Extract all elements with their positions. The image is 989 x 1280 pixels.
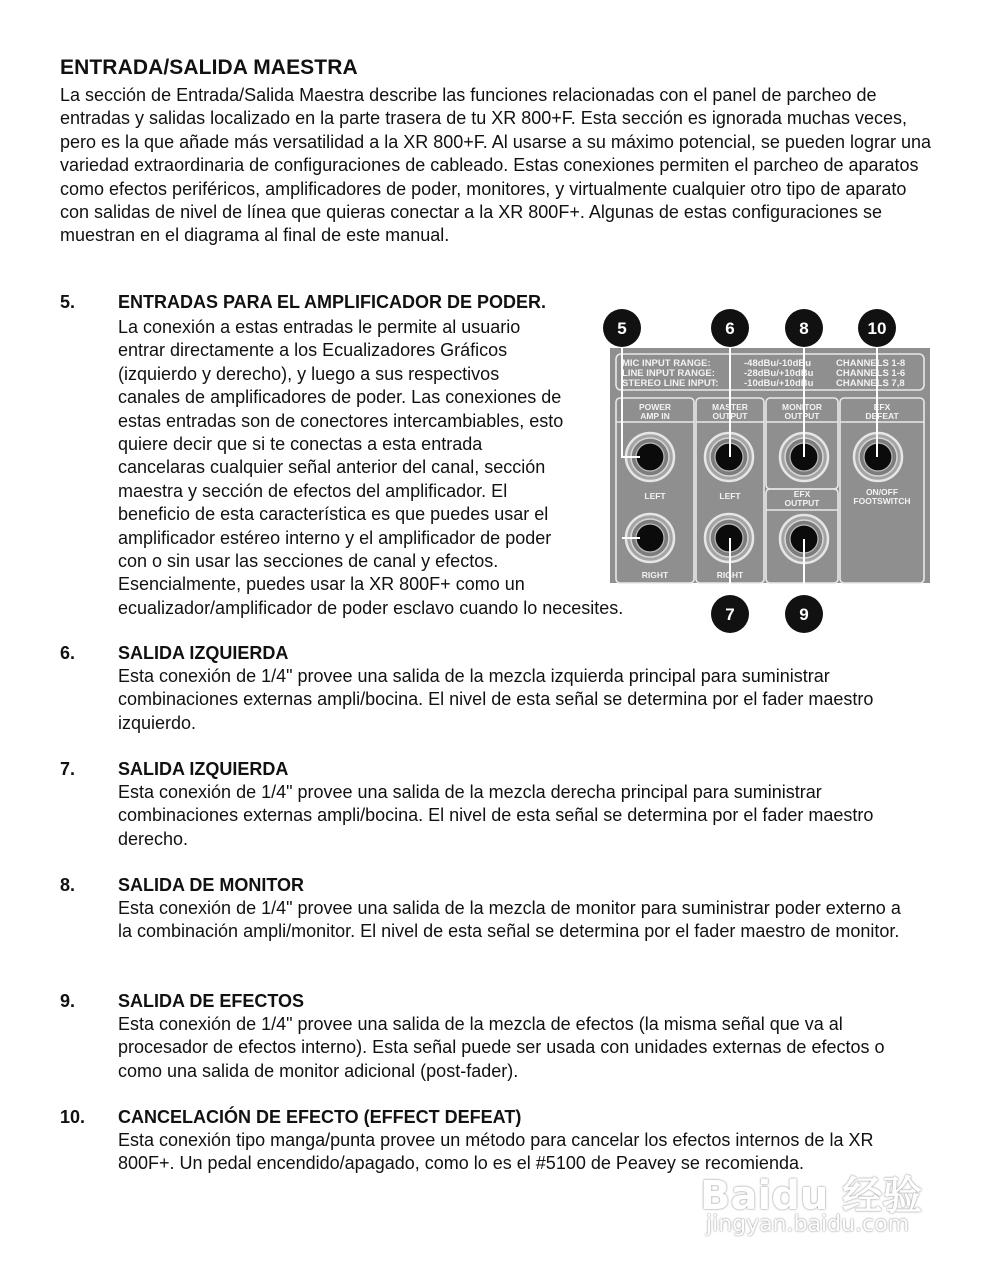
intro-paragraph: La sección de Entrada/Salida Maestra describe las funciones relacionadas con el panel de parcheo de entradas y salidas localizado en la parte trasera de tu XR 800+F. Esta sección es ignorada muchas veces, pero es la que añade más versatilidad a la XR 800+F. Al usarse a su máximo potencial, se pueden lograr una variedad extraordinaria de configuraciones de cableado. Estas conexiones permiten el parcheo de aparatos como efectos periféricos, amplificadores de poder, monitores, y virtualmente cualquier otro tipo de aparato con salidas de nivel de línea que quieras conectar a la XR 800F+. Algunas de estas configuraciones se muestran en el diagrama al final de este manual. xyxy=(60,85,932,246)
label-efx-output-2: OUTPUT xyxy=(784,498,820,508)
callout-8 xyxy=(785,309,823,347)
header-master-line1: MASTER xyxy=(712,402,748,412)
range-row-1-label: MIC INPUT RANGE: xyxy=(622,358,711,369)
rear-panel-diagram xyxy=(596,306,936,636)
svg-text:10: 10 xyxy=(867,319,887,338)
header-power-line1: POWER xyxy=(638,402,672,412)
header-efx-line1: EFX xyxy=(873,402,891,412)
svg-text:8: 8 xyxy=(799,319,809,338)
label-footswitch-2: FOOTSWITCH xyxy=(853,496,911,506)
range-row-3-value: -10dBu/+10dBu xyxy=(744,378,814,389)
label-efx-output-1: EFX xyxy=(793,489,811,499)
section-7-title: SALIDA IZQUIERDA xyxy=(118,759,289,779)
callout-5 xyxy=(603,309,641,347)
range-row-2-channels: CHANNELS 1-6 xyxy=(836,368,906,379)
callout-7 xyxy=(711,595,749,633)
section-6-title: SALIDA IZQUIERDA xyxy=(118,643,289,663)
section-10-number: 10. xyxy=(60,1107,86,1127)
section-9-number: 9. xyxy=(60,991,76,1011)
callout-9 xyxy=(785,595,823,633)
rear-panel-svg xyxy=(596,306,936,636)
section-5-body: La conexión a estas entradas le permite al usuario entrar directamente a los Ecualizadores Gráficos (izquierdo y derecho), y luego a sus respectivos canales de amplificadores de poder. Las conexiones de estas entradas son de conectores intercambiables, esto quiere decir que si te conectas a esta entrada cancelaras cualquier señal anterior del canal, sección maestra y sección de efectos del amplificador. El beneficio de esta característica es que puedes usar el amplificador estéreo interno y el amplificador de poder con o sin usar las secciones de canal y efectos. Esencialmente, puedes usar la XR 800F+ como un ecualizador/amplificador de poder esclavo cuando lo necesites. xyxy=(118,317,624,618)
page-title: ENTRADA/SALIDA MAESTRA xyxy=(60,56,358,79)
callout-6 xyxy=(711,309,749,347)
label-power-left: LEFT xyxy=(644,491,666,501)
svg-text:9: 9 xyxy=(799,605,809,624)
section-9-body: Esta conexión de 1/4" provee una salida de la mezcla de efectos (la misma señal que va al procesador de efectos interno). Esta señal puede ser usada con unidades externas de efectos o como una salida de monitor adicional (post-fader). xyxy=(118,1014,885,1081)
svg-text:7: 7 xyxy=(725,605,735,624)
range-row-3-label: STEREO LINE INPUT: xyxy=(622,378,719,389)
range-row-1-channels: CHANNELS 1-8 xyxy=(836,358,906,369)
section-10-body: Esta conexión tipo manga/punta provee un método para cancelar los efectos internos de la XR 800F+. Un pedal encendido/apagado, como lo es el #5100 de Peavey se recomienda. xyxy=(118,1130,874,1174)
section-8-body: Esta conexión de 1/4" provee una salida de la mezcla de monitor para suministrar poder externo a la combinación ampli/monitor. El nivel de esta señal se determina por el fader maestro de monitor. xyxy=(118,898,901,942)
section-10-title: CANCELACIÓN DE EFECTO (EFFECT DEFEAT) xyxy=(118,1107,522,1127)
header-power-line2: AMP IN xyxy=(640,411,670,421)
section-8-title: SALIDA DE MONITOR xyxy=(118,875,305,895)
callout-10 xyxy=(858,309,896,347)
section-8-number: 8. xyxy=(60,875,76,895)
label-power-right: RIGHT xyxy=(641,570,669,580)
section-6-number: 6. xyxy=(60,643,76,663)
header-monitor-line1: MONITOR xyxy=(782,402,822,412)
svg-text:6: 6 xyxy=(725,319,735,338)
label-footswitch-1: ON/OFF xyxy=(865,487,899,497)
range-row-2-value: -28dBu/+10dBu xyxy=(744,368,814,379)
section-7-number: 7. xyxy=(60,759,76,779)
section-5-number: 5. xyxy=(60,292,76,312)
section-6-body: Esta conexión de 1/4" provee una salida de la mezcla izquierda principal para suministrar combinaciones externas ampli/bocina. El nivel de esta señal se determina por el fader maestro izquierdo. xyxy=(118,666,874,733)
watermark-url: jingyan.baidu.com xyxy=(706,1212,910,1237)
range-row-1-value: -48dBu/-10dBu xyxy=(744,358,812,369)
range-row-2-label: LINE INPUT RANGE: xyxy=(622,368,715,379)
watermark-logo: Baidu 经验 xyxy=(700,1173,923,1219)
section-7-body: Esta conexión de 1/4" provee una salida de la mezcla derecha principal para suministrar combinaciones externas ampli/bocina. El nivel de esta señal se determina por el fader maestro derecho. xyxy=(118,782,874,849)
header-monitor-line2: OUTPUT xyxy=(784,411,820,421)
svg-text:5: 5 xyxy=(617,319,627,338)
label-master-right: RIGHT xyxy=(716,570,744,580)
range-row-3-channels: CHANNELS 7,8 xyxy=(836,378,905,389)
section-5-title: ENTRADAS PARA EL AMPLIFICADOR DE PODER. xyxy=(118,292,547,312)
section-9-title: SALIDA DE EFECTOS xyxy=(118,991,305,1011)
label-master-left: LEFT xyxy=(719,491,741,501)
header-efx-line2: DEFEAT xyxy=(865,411,899,421)
header-master-line2: OUTPUT xyxy=(712,411,748,421)
